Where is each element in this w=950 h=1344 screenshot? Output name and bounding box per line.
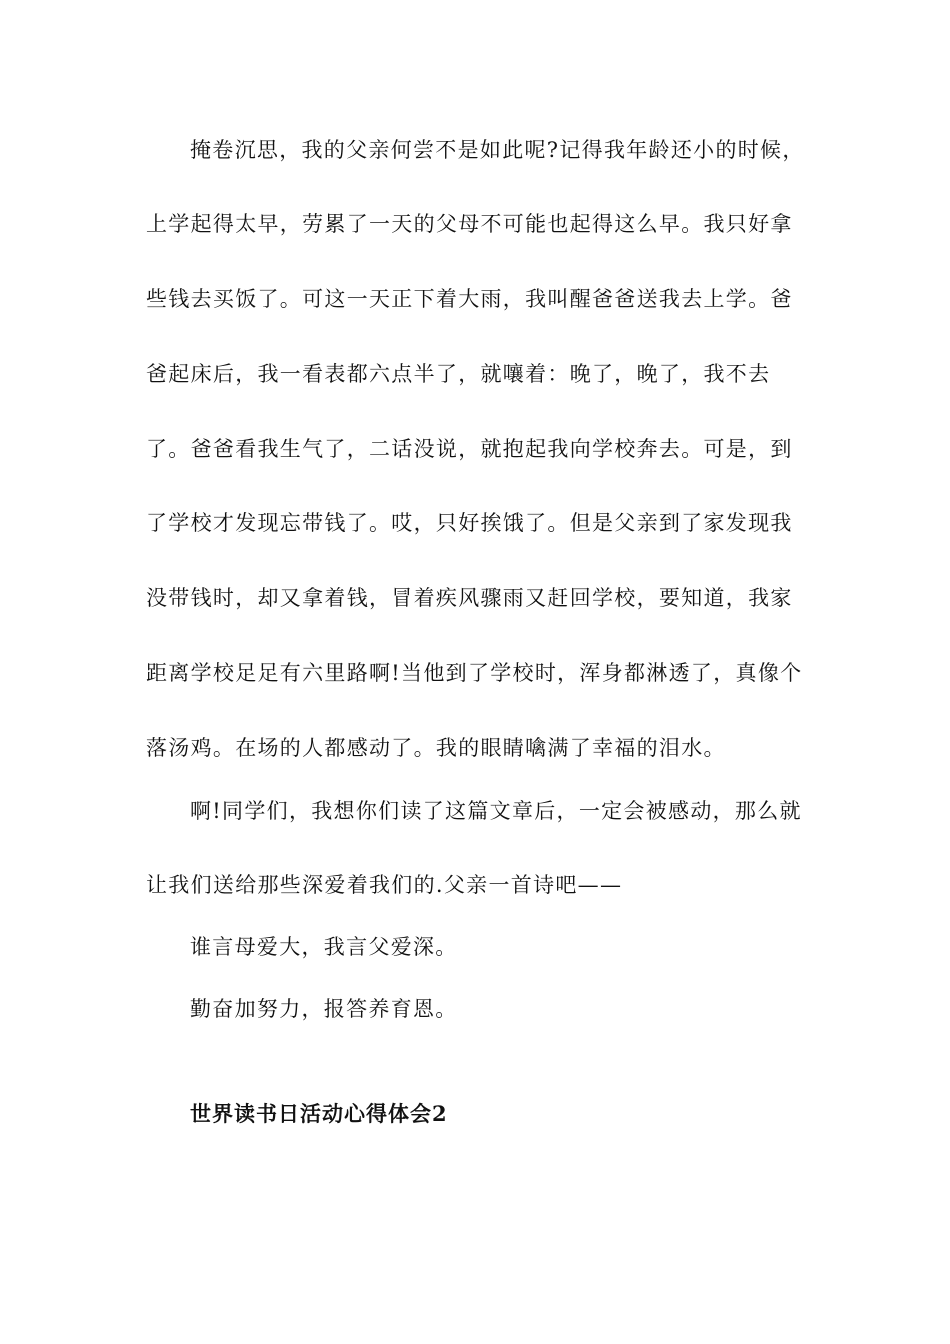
poem-line: 勤奋加努力，报答养育恩。 [190, 997, 458, 1021]
paragraph-line: 啊!同学们，我想你们读了这篇文章后，一定会被感动，那么就 [190, 799, 802, 823]
paragraph-line: 距离学校足足有六里路啊!当他到了学校时，浑身都淋透了，真像个 [146, 661, 803, 685]
paragraph-line: 爸起床后，我一看表都六点半了，就嚷着：晚了，晚了，我不去 [146, 362, 771, 386]
paragraph-line: 让我们送给那些深爱着我们的.父亲一首诗吧—— [146, 873, 623, 897]
paragraph-line: 掩卷沉思，我的父亲何尝不是如此呢?记得我年龄还小的时候， [190, 138, 805, 162]
paragraph-line: 上学起得太早，劳累了一天的父母不可能也起得这么早。我只好拿 [146, 212, 793, 236]
paragraph-line: 了。爸爸看我生气了，二话没说，就抱起我向学校奔去。可是，到 [146, 437, 793, 461]
poem-line: 谁言母爱大，我言父爱深。 [190, 935, 458, 959]
paragraph-line: 没带钱时，却又拿着钱，冒着疾风骤雨又赶回学校，要知道，我家 [146, 586, 793, 610]
paragraph-line: 些钱去买饭了。可这一天正下着大雨，我叫醒爸爸送我去上学。爸 [146, 287, 793, 311]
paragraph-line: 落汤鸡。在场的人都感动了。我的眼睛噙满了幸福的泪水。 [146, 736, 726, 760]
section-heading: 世界读书日活动心得体会2 [190, 1101, 448, 1126]
paragraph-line: 了学校才发现忘带钱了。哎，只好挨饿了。但是父亲到了家发现我 [146, 511, 793, 535]
